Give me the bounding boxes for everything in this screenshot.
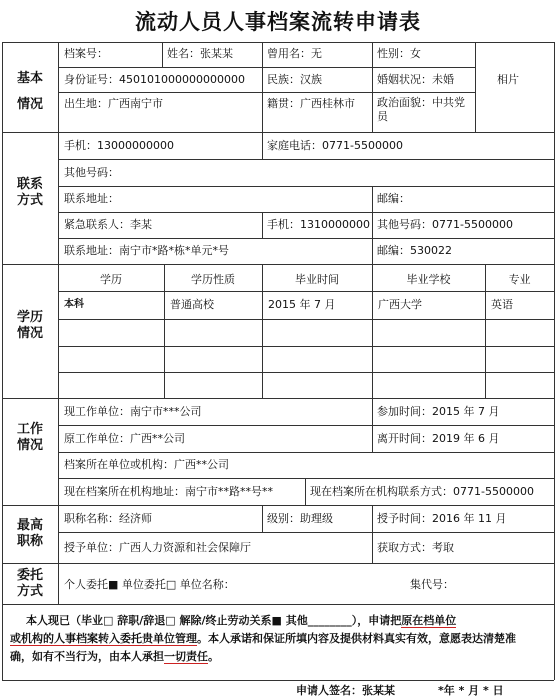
mobile-field[interactable]: 手机：13000000000 bbox=[64, 139, 174, 152]
political-field[interactable] bbox=[377, 96, 465, 124]
gender-field[interactable]: 性别：女 bbox=[377, 47, 421, 60]
edu-header-major: 专业 bbox=[508, 273, 531, 286]
declaration-text-3a: 确，如有不当行为，由本人承担 bbox=[10, 650, 164, 663]
marital-field[interactable]: 婚姻状况：未婚 bbox=[377, 73, 454, 86]
edu-header-degree: 学历 bbox=[100, 273, 122, 286]
title-name-field[interactable]: 职称名称：经济师 bbox=[64, 512, 152, 525]
name-field[interactable]: 姓名：张某某 bbox=[167, 47, 233, 60]
declaration-text-3c: 。 bbox=[208, 650, 219, 663]
section-work bbox=[2, 422, 58, 454]
agent-code-field[interactable]: 集代号： bbox=[410, 578, 454, 591]
title-level-field[interactable]: 级别：助理级 bbox=[267, 512, 333, 525]
emergency-postcode-field[interactable]: 邮编：530022 bbox=[377, 244, 452, 257]
id-no-field[interactable]: 身份证号：450101000000000000 bbox=[64, 73, 245, 86]
postcode-field[interactable]: 邮编： bbox=[377, 192, 410, 205]
section-basic bbox=[2, 71, 58, 113]
edu-header-school: 毕业学校 bbox=[406, 273, 451, 286]
former-name-field[interactable]: 曾用名：无 bbox=[267, 47, 322, 60]
file-no-field[interactable]: 档案号： bbox=[64, 47, 108, 60]
archive-unit-field[interactable]: 档案所在单位或机构：广西**公司 bbox=[64, 458, 229, 471]
grant-date-field[interactable]: 授予时间：2016 年 11 月 bbox=[377, 512, 507, 525]
other-number-field[interactable]: 其他号码： bbox=[64, 166, 119, 179]
section-title-line1: 最高 bbox=[16, 518, 43, 533]
declaration-highlight-2: 或机构的人事档案转入委托贵单位管理 bbox=[10, 632, 197, 645]
declaration-line2 bbox=[10, 630, 550, 648]
emergency-address-field[interactable]: 联系地址：南宁市*路*栋*单元*号 bbox=[64, 244, 229, 257]
edu-grad-date-cell[interactable]: 2015 年 7 月 bbox=[268, 298, 336, 311]
declaration-paragraph bbox=[10, 612, 550, 666]
address-field[interactable]: 联系地址： bbox=[64, 192, 119, 205]
join-date-field[interactable]: 参加时间：2015 年 7 月 bbox=[377, 405, 500, 418]
section-title bbox=[2, 518, 58, 550]
page-title: 流动人员人事档案流转申请表 bbox=[135, 9, 421, 34]
edu-type-cell[interactable]: 普通高校 bbox=[170, 298, 214, 311]
section-education bbox=[2, 310, 58, 342]
political-line2: 员 bbox=[377, 110, 388, 123]
section-contact-line2: 方式 bbox=[16, 193, 43, 208]
archive-contact-field[interactable]: 现在档案所在机构联系方式：0771-5500000 bbox=[310, 485, 534, 498]
entrust-options[interactable]: 个人委托■ 单位委托□ 单位名称： bbox=[64, 578, 235, 591]
emergency-other-field[interactable]: 其他号码：0771-5500000 bbox=[377, 218, 513, 231]
former-unit-field[interactable]: 原工作单位：广西**公司 bbox=[64, 432, 185, 445]
declaration-text-1b: ），申请把 bbox=[351, 614, 402, 627]
applicant-signature[interactable]: 申请人签名：张某某 bbox=[296, 684, 395, 697]
application-date[interactable]: *年 * 月 * 日 bbox=[438, 684, 504, 697]
birthplace-field[interactable]: 出生地：广西南宁市 bbox=[64, 97, 163, 110]
photo-placeholder[interactable]: 相片 bbox=[497, 73, 519, 86]
section-contact bbox=[2, 177, 58, 209]
section-basic-line2: 情况 bbox=[16, 97, 43, 112]
emergency-mobile-field[interactable]: 手机：1310000000 bbox=[267, 218, 370, 231]
declaration-line3 bbox=[10, 648, 550, 666]
edu-header-grad-date: 毕业时间 bbox=[295, 273, 339, 286]
declaration-blank[interactable]: ________ bbox=[307, 614, 352, 627]
political-line1: 政治面貌：中共党 bbox=[377, 96, 465, 109]
declaration-highlight-3: 一切责任 bbox=[164, 650, 208, 663]
section-education-line2: 情况 bbox=[16, 326, 43, 341]
section-entrust bbox=[2, 568, 58, 600]
native-place-field[interactable]: 籍贯：广西桂林市 bbox=[267, 97, 355, 110]
archive-address-field[interactable]: 现在档案所在机构地址：南宁市**路**号** bbox=[64, 485, 273, 498]
section-work-line1: 工作 bbox=[16, 422, 43, 437]
home-phone-field[interactable]: 家庭电话：0771-5500000 bbox=[267, 139, 403, 152]
current-unit-field[interactable]: 现工作单位：南宁市***公司 bbox=[64, 405, 202, 418]
section-contact-line1: 联系 bbox=[16, 177, 43, 192]
section-entrust-line1: 委托 bbox=[16, 568, 43, 583]
grant-unit-field[interactable]: 授予单位：广西人力资源和社会保障厅 bbox=[64, 541, 251, 554]
declaration-text-1a: 本人现已（毕业□ 辞职/辞退□ 解除/终止劳动关系■ 其他 bbox=[26, 614, 308, 627]
edu-major-cell[interactable]: 英语 bbox=[491, 298, 513, 311]
edu-header-type: 学历性质 bbox=[191, 273, 235, 286]
edu-school-cell[interactable]: 广西大学 bbox=[378, 298, 422, 311]
section-entrust-line2: 方式 bbox=[16, 584, 43, 599]
emergency-contact-field[interactable]: 紧急联系人：李某 bbox=[64, 218, 152, 231]
acquire-method-field[interactable]: 获取方式：考取 bbox=[377, 541, 454, 554]
declaration-line1 bbox=[10, 612, 550, 630]
section-education-line1: 学历 bbox=[16, 310, 43, 325]
section-work-line2: 情况 bbox=[16, 438, 43, 453]
edu-degree-cell[interactable]: 本科 bbox=[64, 299, 84, 310]
declaration-text-2b: 。本人承诺和保证所填内容及提供材料真实有效，意愿表达清楚准 bbox=[197, 632, 516, 645]
section-basic-line1: 基本 bbox=[16, 71, 43, 86]
leave-date-field[interactable]: 离开时间：2019 年 6 月 bbox=[377, 432, 500, 445]
ethnicity-field[interactable]: 民族：汉族 bbox=[267, 73, 322, 86]
declaration-highlight-1: 原在档单位 bbox=[401, 614, 457, 627]
section-title-line2: 职称 bbox=[16, 534, 43, 549]
